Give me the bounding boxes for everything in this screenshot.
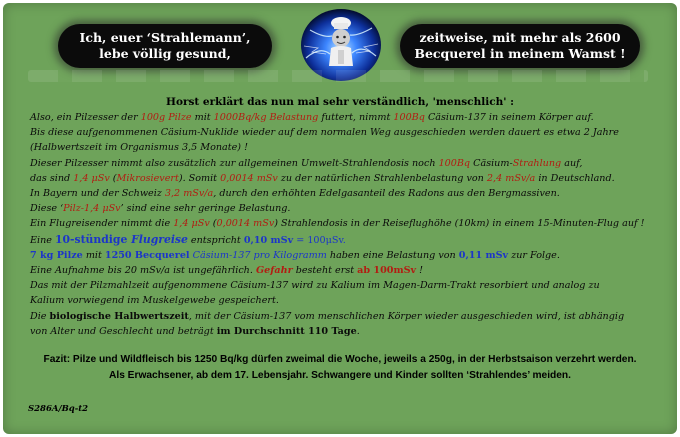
body-line-13: Kalium vorwiegend im Muskelgewebe gespeichert. bbox=[30, 295, 279, 307]
body-line-12: Das mit der Pilzmahlzeit aufgenommene Cäsium-137 wird zu Kalium im Magen-Darm-Trakt resorbiert und analog zu bbox=[30, 280, 600, 292]
conclusion-line2: Als Erwachsener, ab dem 17. Lebensjahr. Schwangere und Kinder sollten ‘Strahlendes’ meiden. bbox=[109, 370, 571, 381]
body-line-2: Bis diese aufgenommenen Cäsium-Nuklide wieder auf dem normalen Weg ausgeschieden werden dauert es etwa 2 Jahre bbox=[30, 127, 619, 139]
explanation-heading: Horst erklärt das nun mal sehr verständlich, 'menschlich' : bbox=[166, 96, 514, 108]
body-line-3: (Halbwertszeit im Organismus 3,5 Monate) ! bbox=[30, 142, 248, 154]
body-line-8: Ein Flugreisender nimmt die 1,4 μSv (0,0014 mSv) Strahlendosis in der Reiseflughöhe (10km) in einem 15-Minuten-Flug auf ! bbox=[30, 218, 645, 230]
body-line-1: Also, ein Pilzesser der 100g Pilze mit 1000Bq/kg Belastung futtert, nimmt 100Bq Cäsium-137 in seinem Körper auf. bbox=[30, 112, 594, 123]
bubble-left-line1: Ich, euer ‘Strahlemann’, bbox=[79, 30, 251, 45]
body-line-9: Eine 10-stündige Flugreise entspricht 0,10 mSv = 100μSv. bbox=[30, 232, 346, 246]
body-line-7: Diese ‘Pilz-1,4 μSv’ sind eine sehr geringe Belastung. bbox=[30, 203, 291, 215]
conclusion bbox=[0, 352, 680, 384]
speech-bubble-left bbox=[58, 24, 272, 68]
bubble-right-line1: zeitweise, mit mehr als 2600 bbox=[419, 30, 621, 45]
faded-text-strip bbox=[28, 70, 648, 82]
document-code: S286A/Bq-t2 bbox=[28, 404, 89, 414]
bubble-right-line2: Becquerel in meinem Wamst ! bbox=[414, 46, 626, 61]
body-line-5: das sind 1,4 μSv (Mikrosievert). Somit 0,0014 mSv zu der natürlichen Strahlenbelastung von 2,4 mSv/a in Deutschland. bbox=[30, 172, 615, 184]
body-line-14: Die biologische Halbwertszeit, mit der Cäsium-137 vom menschlichen Körper wieder ausgeschieden wird, ist abhängig bbox=[30, 310, 625, 322]
speech-bubble-right bbox=[400, 24, 640, 68]
conclusion-line1: Fazit: Pilze und Wildfleisch bis 1250 Bq/kg dürfen zweimal die Woche, jeweils a 250g, in der Herbstsaison verzehrt werden. bbox=[43, 354, 637, 365]
bubble-left-line2: lebe völlig gesund, bbox=[99, 46, 231, 61]
body-line-11: Eine Aufnahme bis 20 mSv/a ist ungefährlich. Gefahr besteht erst ab 100mSv ! bbox=[30, 265, 424, 277]
body-line-15: von Alter und Geschlecht und beträgt im Durchschnitt 110 Tage. bbox=[30, 325, 360, 337]
body-line-6: In Bayern und der Schweiz 3,2 mSv/a, durch den erhöhten Edelgasanteil des Radons aus den Bergmassiven. bbox=[30, 188, 560, 200]
body-line-10: 7 kg Pilze mit 1250 Becquerel Cäsium-137 pro Kilogramm haben eine Belastung von 0,11 mSv zur Folge. bbox=[30, 249, 560, 261]
body-line-4: Dieser Pilzesser nimmt also zusätzlich zur allgemeinen Umwelt-Strahlendosis noch 100Bq Cäsium-Strahlung auf, bbox=[30, 157, 583, 169]
explanation-body bbox=[30, 110, 670, 339]
